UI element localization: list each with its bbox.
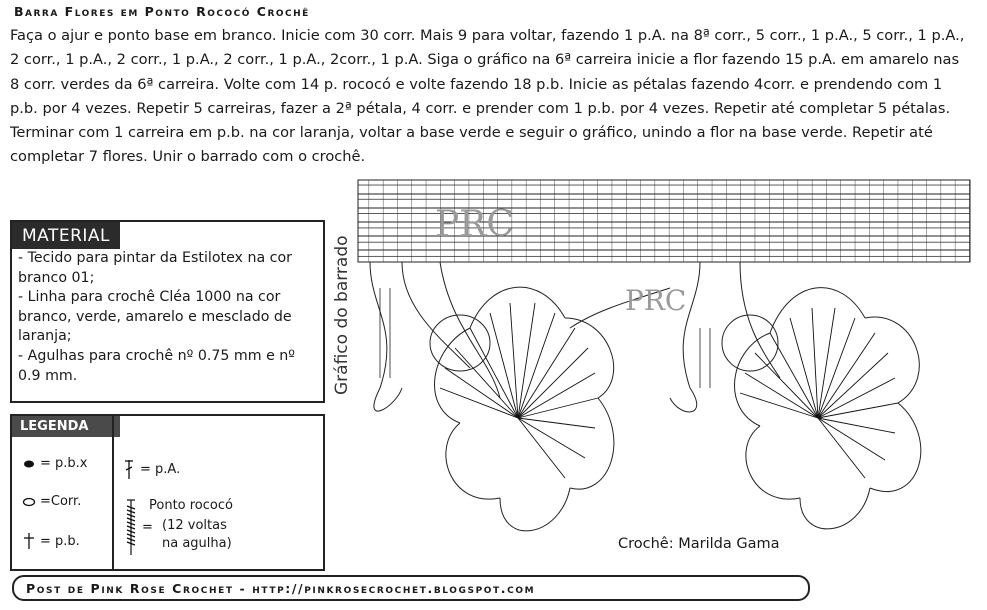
chain-loops <box>370 262 780 412</box>
legend-item-pbx <box>22 456 88 471</box>
double-crochet-icon <box>122 458 136 480</box>
material-item: - Linha para crochê Cléa 1000 na cor branco, verde, amarelo e mesclado de laranja; <box>18 289 292 345</box>
rococo-coil-icon <box>124 498 138 556</box>
flower-fan-2 <box>740 308 898 478</box>
legend-item-pa <box>122 458 180 480</box>
watermark-prc: PRC <box>625 284 687 317</box>
legend-divider <box>112 416 114 569</box>
page-title: Barra Flores em Ponto Rococó Crochê <box>14 4 310 19</box>
crochet-chart <box>340 178 975 546</box>
material-item: - Agulhas para crochê nº 0.75 mm e nº 0.9 mm. <box>18 347 295 384</box>
legend-label: = p.A. <box>140 461 181 477</box>
watermark-prc: PRC <box>435 204 514 245</box>
single-crochet-cross-icon <box>22 531 36 551</box>
legend-item-corr <box>22 494 81 509</box>
chart-vertical-label: Gráfico do barrado <box>332 235 352 395</box>
material-box <box>10 220 325 403</box>
chart-credit: Crochê: Marilda Gama <box>618 536 780 552</box>
legend-box <box>10 414 325 571</box>
instructions-paragraph: Faça o ajur e ponto base em branco. Inicie com 30 corr. Mais 9 para voltar, fazendo 1 p.A. na 8ª corr., 5 corr., 1 p.A., 5 corr., 1 p.A., 2 corr., 1 p.A., 2 corr., 1 p.A., 2 corr., 1 p.A., 2corr., 1 p.A. Siga o gráfico na 6ª carreira inicie a flor fazendo 15 p.A. em amarelo nas 8 corr. verdes da 6ª carreira. Volte com 14 p. rococó e volte fazendo 18 p.b. Inicie as pétalas fazendo 4corr. e prendendo com 1 p.b. por 4 vezes. Repetir 5 carreiras, fazer a 2ª pétala, 4 corr. e prender com 1 p.b. por 4 vezes. Repetir até completar 5 pétalas. Terminar com 1 carreira em p.b. na cor laranja, voltar a base verde e seguir o gráfico, unindo a flor na base verde. Repetir até completar 7 flores. Unir o barrado com o crochê. <box>10 27 965 166</box>
slip-stitch-dot-icon <box>22 459 36 469</box>
legend-item-pb <box>22 531 80 551</box>
legend-label: = p.b. <box>40 533 80 549</box>
legend-label: = p.b.x <box>40 456 88 471</box>
material-item: - Tecido para pintar da Estilotex na cor branco 01; <box>18 250 292 286</box>
footer-banner[interactable]: Post de Pink Rose Crochet - http://pinkrosecrochet.blogspot.com <box>12 575 810 601</box>
legend-label-rococo-2: (12 voltas <box>162 518 227 533</box>
legend-label-rococo: Ponto rococó <box>149 498 233 513</box>
flower-petals-2 <box>735 288 921 529</box>
material-heading: MATERIAL <box>12 222 120 249</box>
legend-eq: = <box>142 520 153 535</box>
legend-label-rococo-3: na agulha) <box>162 536 232 551</box>
chain-oval-icon <box>22 497 36 507</box>
legend-label: =Corr. <box>40 494 82 509</box>
legend-heading: LEGENDA <box>12 416 120 437</box>
